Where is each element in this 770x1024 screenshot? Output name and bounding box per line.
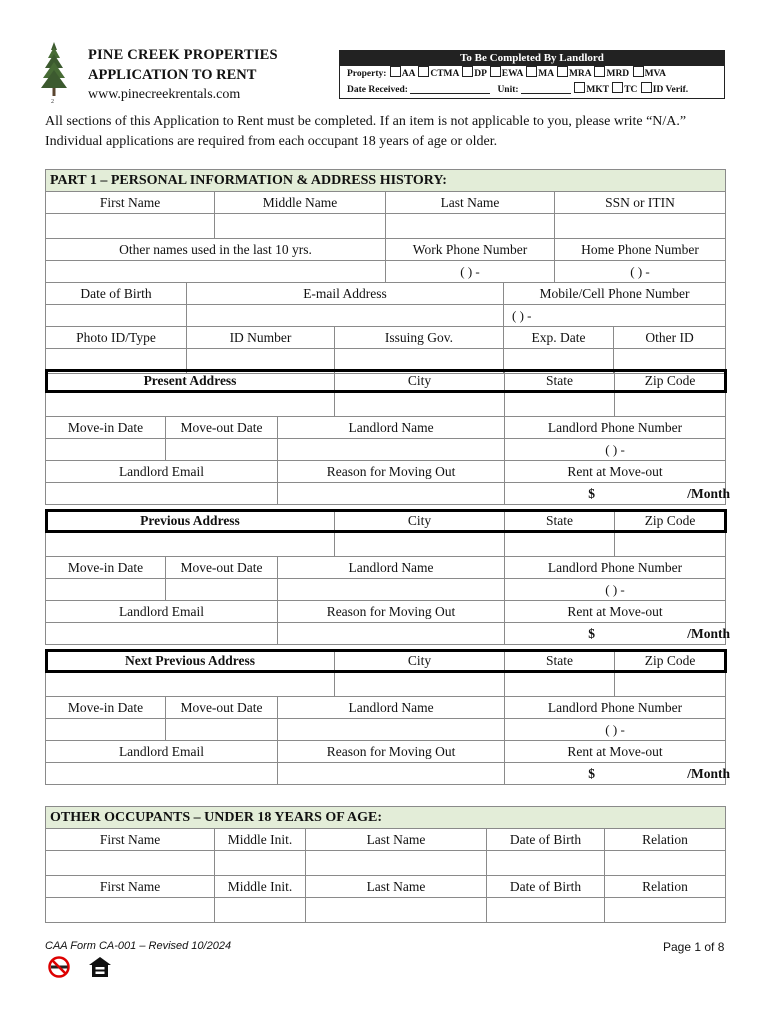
page-number: Page 1 of 8 (663, 940, 725, 954)
middle-name-field[interactable] (215, 214, 386, 239)
next-previous-address-header (46, 650, 726, 672)
previous-rent-field[interactable] (505, 623, 730, 645)
present-address-title: Present Address (46, 370, 335, 392)
present-reason-field[interactable] (278, 483, 505, 505)
present-zip-field[interactable] (615, 392, 726, 417)
property-row (340, 66, 724, 82)
property-label: Property: (347, 69, 387, 79)
next-previous-per-month: /Month (687, 765, 731, 781)
other-id-label: Other ID (614, 327, 726, 349)
next-previous-landlord-email-label: Landlord Email (46, 741, 278, 763)
next-previous-street-field[interactable] (46, 672, 335, 697)
previous-landlord-name-label: Landlord Name (278, 557, 505, 579)
home-phone-field[interactable]: ( ) - (555, 261, 726, 283)
occ2-middle-init-label: Middle Init. (215, 876, 306, 898)
photo-id-label: Photo ID/Type (46, 327, 187, 349)
next-previous-landlord-name-label: Landlord Name (278, 697, 505, 719)
middle-name-label: Middle Name (215, 192, 386, 214)
next-previous-reason-field[interactable] (278, 763, 505, 785)
previous-move-out-label: Move-out Date (166, 557, 278, 579)
email-field[interactable] (187, 305, 504, 327)
previous-city-label: City (335, 510, 505, 532)
other-names-label: Other names used in the last 10 yrs. (46, 239, 386, 261)
next-previous-landlord-phone-field[interactable]: ( ) - (505, 719, 726, 741)
previous-landlord-phone-label: Landlord Phone Number (505, 557, 726, 579)
occ1-relation-field[interactable] (605, 851, 726, 876)
present-landlord-name-field[interactable] (278, 439, 505, 461)
next-previous-dollar-sign: $ (588, 765, 596, 781)
occ2-dob-field[interactable] (487, 898, 605, 923)
present-move-in-field[interactable] (46, 439, 166, 461)
previous-state-field[interactable] (505, 532, 615, 557)
other-names-field[interactable] (46, 261, 386, 283)
part1-title: PART 1 – PERSONAL INFORMATION & ADDRESS HISTORY: (46, 170, 726, 192)
dob-field[interactable] (46, 305, 187, 327)
occ2-last-name-label: Last Name (306, 876, 487, 898)
date-received-row (340, 82, 724, 98)
present-reason-label: Reason for Moving Out (278, 461, 505, 483)
occ1-dob-field[interactable] (487, 851, 605, 876)
last-name-label: Last Name (386, 192, 555, 214)
last-name-field[interactable] (386, 214, 555, 239)
unit-label: Unit: (497, 85, 519, 95)
work-phone-label: Work Phone Number (386, 239, 555, 261)
present-move-out-field[interactable] (166, 439, 278, 461)
mobile-phone-label: Mobile/Cell Phone Number (504, 283, 726, 305)
checkbox-dp[interactable] (462, 66, 473, 77)
previous-zip-field[interactable] (615, 532, 726, 557)
instructions-line-2: Individual applications are required from each occupant 18 years of age or older. (45, 134, 498, 149)
no-smoking-icon (45, 956, 73, 978)
next-previous-move-out-label: Move-out Date (166, 697, 278, 719)
previous-landlord-phone-field[interactable]: ( ) - (505, 579, 726, 601)
previous-address-header (46, 510, 726, 532)
occupants-table (45, 806, 726, 923)
next-previous-rent-label: Rent at Move-out (505, 741, 726, 763)
next-previous-zip-field[interactable] (615, 672, 726, 697)
option-ma: MA (538, 69, 554, 79)
form-id: CAA Form CA-001 – Revised 10/2024 (45, 940, 232, 952)
landlord-box-title: To Be Completed By Landlord (340, 51, 724, 66)
instructions (45, 112, 745, 152)
option-mkt: MKT (586, 85, 609, 95)
present-state-label: State (505, 370, 615, 392)
option-mra: MRA (568, 69, 592, 79)
previous-reason-label: Reason for Moving Out (278, 601, 505, 623)
present-dollar-sign: $ (588, 485, 596, 501)
option-ctma: CTMA (430, 69, 459, 79)
id-number-label: ID Number (187, 327, 335, 349)
previous-rent-label: Rent at Move-out (505, 601, 726, 623)
next-previous-move-in-field[interactable] (46, 719, 166, 741)
option-mva: MVA (644, 69, 667, 79)
pine-tree-icon (40, 42, 68, 104)
previous-move-out-field[interactable] (166, 579, 278, 601)
previous-move-in-label: Move-in Date (46, 557, 166, 579)
next-previous-move-in-label: Move-in Date (46, 697, 166, 719)
exp-date-label: Exp. Date (504, 327, 614, 349)
option-aa: AA (401, 69, 415, 79)
next-previous-address-title: Next Previous Address (46, 650, 335, 672)
unit-field[interactable] (521, 83, 571, 94)
next-previous-move-out-field[interactable] (166, 719, 278, 741)
mobile-phone-field[interactable]: ( ) - (504, 305, 726, 327)
previous-state-label: State (505, 510, 615, 532)
next-previous-reason-label: Reason for Moving Out (278, 741, 505, 763)
present-street-field[interactable] (46, 392, 335, 417)
first-name-label: First Name (46, 192, 215, 214)
checkbox-ma[interactable] (526, 66, 537, 77)
present-landlord-phone-label: Landlord Phone Number (505, 417, 726, 439)
next-previous-state-label: State (505, 650, 615, 672)
option-tc: TC (624, 85, 638, 95)
present-landlord-phone-field[interactable]: ( ) - (505, 439, 726, 461)
next-previous-landlord-email-field[interactable] (46, 763, 278, 785)
ssn-field[interactable] (555, 214, 726, 239)
first-name-field[interactable] (46, 214, 215, 239)
present-state-field[interactable] (505, 392, 615, 417)
present-landlord-name-label: Landlord Name (278, 417, 505, 439)
present-rent-label: Rent at Move-out (505, 461, 726, 483)
occ1-last-name-field[interactable] (306, 851, 487, 876)
issuing-gov-label: Issuing Gov. (335, 327, 504, 349)
next-previous-rent-field[interactable] (505, 763, 731, 785)
occ2-first-name-label: First Name (46, 876, 215, 898)
checkbox-tc[interactable] (612, 82, 623, 93)
next-previous-city-field[interactable] (335, 672, 505, 697)
previous-zip-label: Zip Code (615, 510, 726, 532)
part1-table (45, 169, 726, 374)
occ1-dob-label: Date of Birth (487, 829, 605, 851)
present-landlord-email-field[interactable] (46, 483, 278, 505)
document-title: APPLICATION TO RENT (88, 67, 257, 83)
present-address-header (46, 370, 726, 392)
present-city-field[interactable] (335, 392, 505, 417)
present-move-in-label: Move-in Date (46, 417, 166, 439)
next-previous-landlord-phone-label: Landlord Phone Number (505, 697, 726, 719)
checkbox-ctma[interactable] (418, 66, 429, 77)
occ1-first-name-label: First Name (46, 829, 215, 851)
present-per-month: /Month (687, 485, 731, 501)
option-dp: DP (474, 69, 487, 79)
occ1-relation-label: Relation (605, 829, 726, 851)
checkbox-aa[interactable] (390, 66, 401, 77)
website-link[interactable]: www.pinecreekrentals.com (88, 87, 241, 102)
company-name: PINE CREEK PROPERTIES (88, 47, 278, 63)
occ2-dob-label: Date of Birth (487, 876, 605, 898)
option-mrd: MRD (606, 69, 630, 79)
equal-housing-icon (88, 956, 112, 978)
checkbox-mrd[interactable] (594, 66, 605, 77)
email-label: E-mail Address (187, 283, 504, 305)
previous-street-field[interactable] (46, 532, 335, 557)
ssn-label: SSN or ITIN (555, 192, 726, 214)
present-city-label: City (335, 370, 505, 392)
instructions-line-1: All sections of this Application to Rent must be completed. If an item is not applicable to you, please write “N/A.” (45, 114, 687, 129)
dob-label: Date of Birth (46, 283, 187, 305)
present-zip-label: Zip Code (615, 370, 726, 392)
previous-dollar-sign: $ (588, 625, 595, 641)
date-received-label: Date Received: (347, 85, 408, 95)
occ1-middle-init-field[interactable] (215, 851, 306, 876)
previous-landlord-email-label: Landlord Email (46, 601, 278, 623)
next-previous-state-field[interactable] (505, 672, 615, 697)
occ1-last-name-label: Last Name (306, 829, 487, 851)
landlord-use-box (339, 50, 725, 99)
option-id-verif: ID Verif. (652, 85, 689, 95)
checkbox-mkt[interactable] (574, 82, 585, 93)
checkbox-mra[interactable] (557, 66, 568, 77)
previous-city-field[interactable] (335, 532, 505, 557)
option-ewa: EWA (501, 69, 523, 79)
work-phone-field[interactable]: ( ) - (386, 261, 555, 283)
occ2-first-name-field[interactable] (46, 898, 215, 923)
previous-per-month: /Month (687, 625, 730, 641)
present-move-out-label: Move-out Date (166, 417, 278, 439)
occ2-last-name-field[interactable] (306, 898, 487, 923)
previous-landlord-email-field[interactable] (46, 623, 278, 645)
next-previous-zip-label: Zip Code (615, 650, 726, 672)
previous-reason-field[interactable] (278, 623, 505, 645)
occ1-middle-init-label: Middle Init. (215, 829, 306, 851)
occ2-middle-init-field[interactable] (215, 898, 306, 923)
occ2-relation-field[interactable] (605, 898, 726, 923)
checkbox-ewa[interactable] (490, 66, 501, 77)
occupants-title: OTHER OCCUPANTS – UNDER 18 YEARS OF AGE: (46, 807, 726, 829)
occ2-relation-label: Relation (605, 876, 726, 898)
previous-address-table (45, 509, 730, 645)
previous-landlord-name-field[interactable] (278, 579, 505, 601)
checkbox-id-verif[interactable] (641, 82, 652, 93)
svg-text:2: 2 (51, 99, 54, 105)
previous-move-in-field[interactable] (46, 579, 166, 601)
home-phone-label: Home Phone Number (555, 239, 726, 261)
next-previous-city-label: City (335, 650, 505, 672)
occ1-first-name-field[interactable] (46, 851, 215, 876)
present-landlord-email-label: Landlord Email (46, 461, 278, 483)
present-rent-field[interactable] (505, 483, 731, 505)
checkbox-mva[interactable] (633, 66, 644, 77)
previous-address-title: Previous Address (46, 510, 335, 532)
date-received-field[interactable] (410, 83, 490, 94)
present-address-table (45, 369, 731, 505)
next-previous-address-table (45, 649, 731, 785)
next-previous-landlord-name-field[interactable] (278, 719, 505, 741)
